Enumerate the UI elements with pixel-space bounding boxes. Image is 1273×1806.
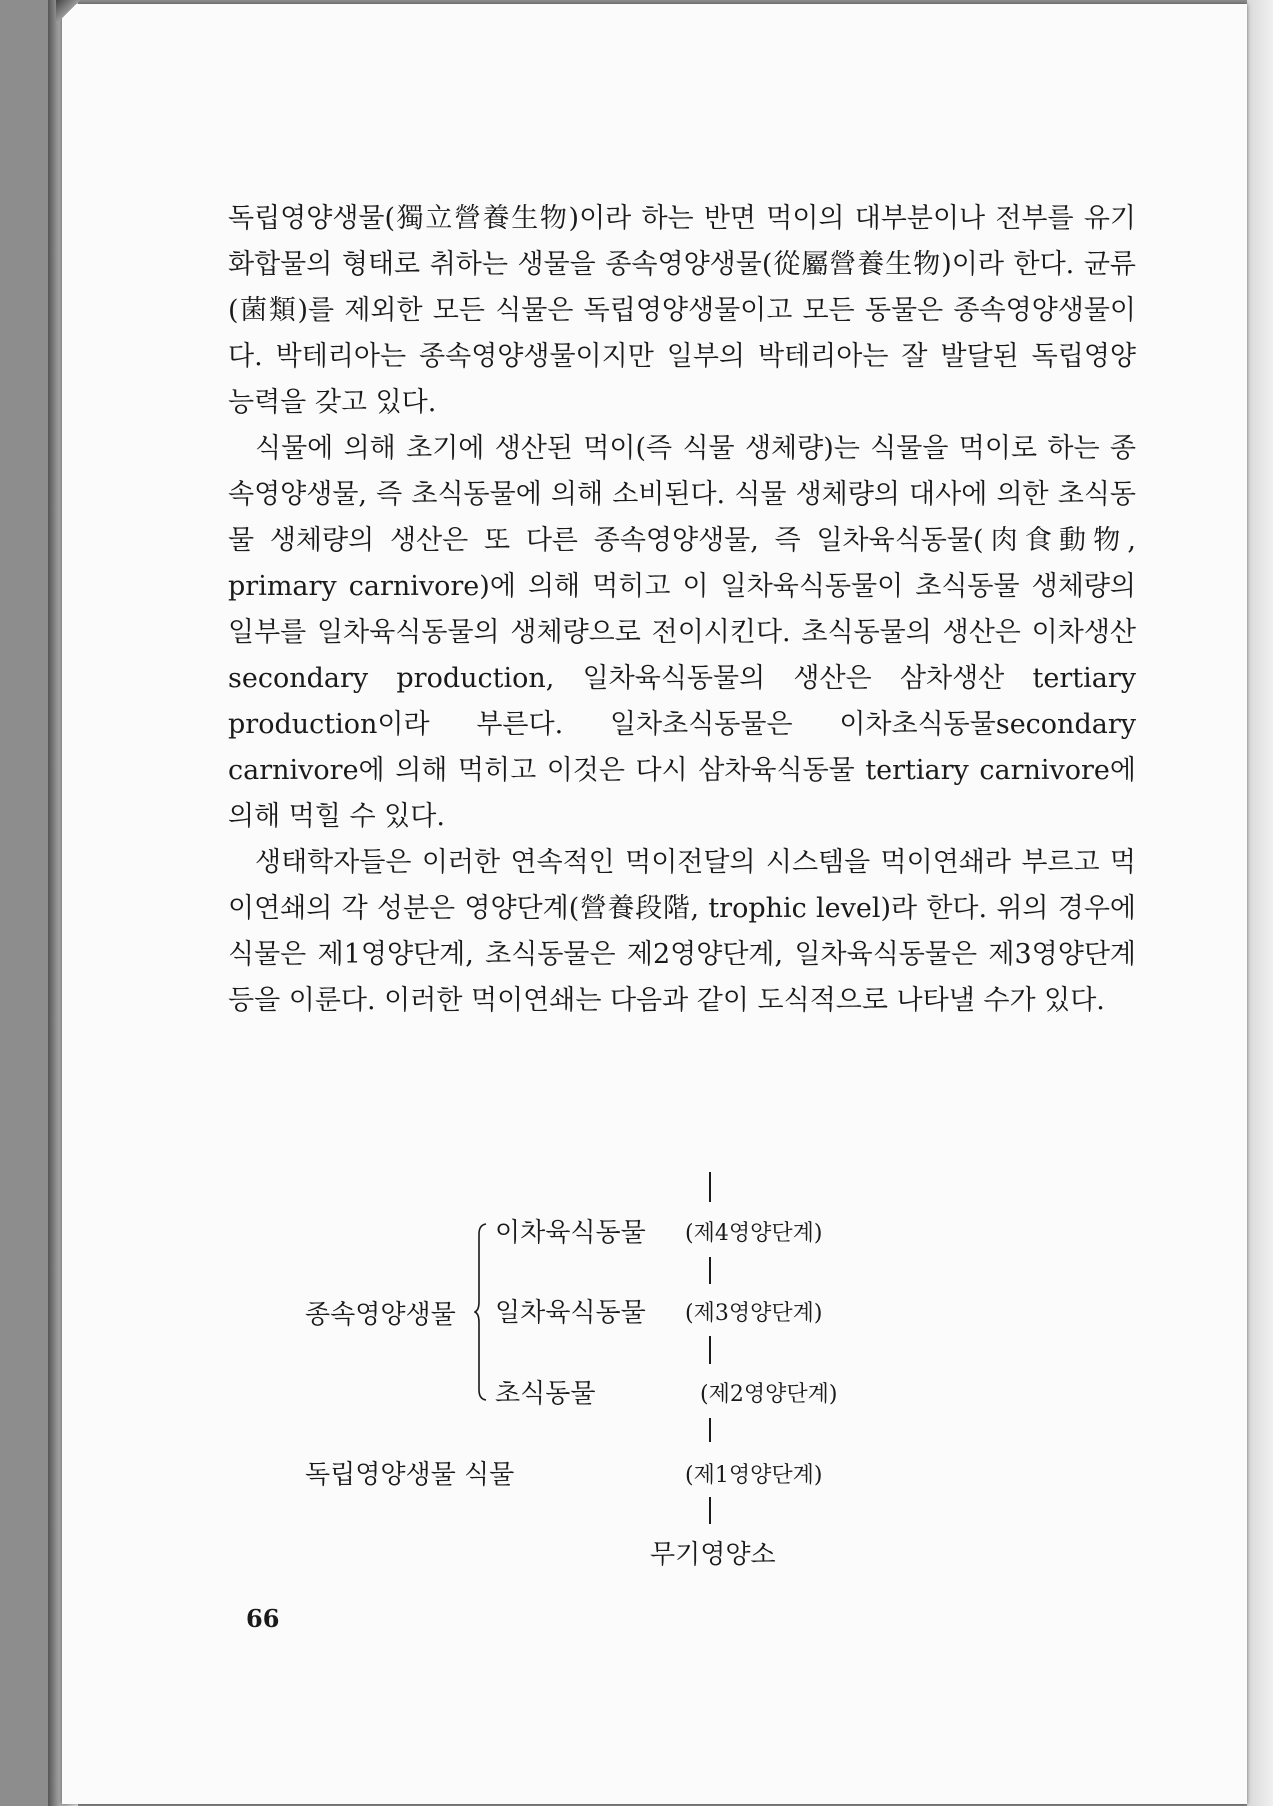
paragraph-3: 생태학자들은 이러한 연속적인 먹이전달의 시스템을 먹이연쇄라 부르고 먹이연쇄의 각 성분은 영양단계(營養段階, trophic level)라 한다. 위의 경우에 식물은 제1영양단계, 초식동물은 제2영양단계, 일차육식동물은 제3영양단계 등을 이룬다. 이러한 먹이연쇄는 다음과 같이 도식적으로 나타낼 수가 있다. [228, 847, 1136, 1016]
body-text [228, 196, 1136, 1024]
autotroph-label: 독립영양생물 식물 [305, 1460, 515, 1490]
level-3-organism: 일차육식동물 [495, 1298, 646, 1328]
page-number: 66 [246, 1604, 280, 1633]
page-corner [56, 0, 80, 24]
level-1-label: (제1영양단계) [685, 1463, 823, 1488]
heterotroph-label: 종속영양생물 [305, 1300, 456, 1330]
level-2-label: (제2영양단계) [700, 1382, 838, 1407]
page-right-edge [1247, 0, 1273, 1806]
paragraph-1: 독립영양생물(獨立營養生物)이라 하는 반면 먹이의 대부분이나 전부를 유기화합물의 형태로 취하는 생물을 종속영양생물(從屬營養生物)이라 한다. 균류(菌類)를 제외한 모든 식물은 독립영양생물이고 모든 동물은 종속영양생물이다. 박테리아는 종속영양생물이지만 일부의 박테리아는 잘 발달된 독립영양 능력을 갖고 있다. [228, 203, 1136, 418]
inorganic-nutrients-label: 무기영양소 [650, 1540, 776, 1570]
level-4-organism: 이차육식동물 [495, 1218, 646, 1248]
level-2-organism: 초식동물 [495, 1379, 596, 1409]
level-4-label: (제4영양단계) [685, 1221, 823, 1246]
level-3-label: (제3영양단계) [685, 1301, 823, 1326]
paragraph-2: 식물에 의해 초기에 생산된 먹이(즉 식물 생체량)는 식물을 먹이로 하는 종속영양생물, 즉 초식동물에 의해 소비된다. 식물 생체량의 대사에 의한 초식동물 생체량의 생산은 또 다른 종속영양생물, 즉 일차육식동물(肉食動物, primary carnivore)에 의해 먹히고 이 일차육식동물이 초식동물 생체량의 일부를 일차육식동물의 생체량으로 전이시킨다. 초식동물의 생산은 이차생산 secondary production, 일차육식동물의 생산은 삼차생산 tertiary production이라 부른다. 일차초식동물은 이차초식동물secondary carnivore에 의해 먹히고 이것은 다시 삼차육식동물 tertiary carnivore에 의해 먹힐 수 있다. [228, 433, 1136, 832]
